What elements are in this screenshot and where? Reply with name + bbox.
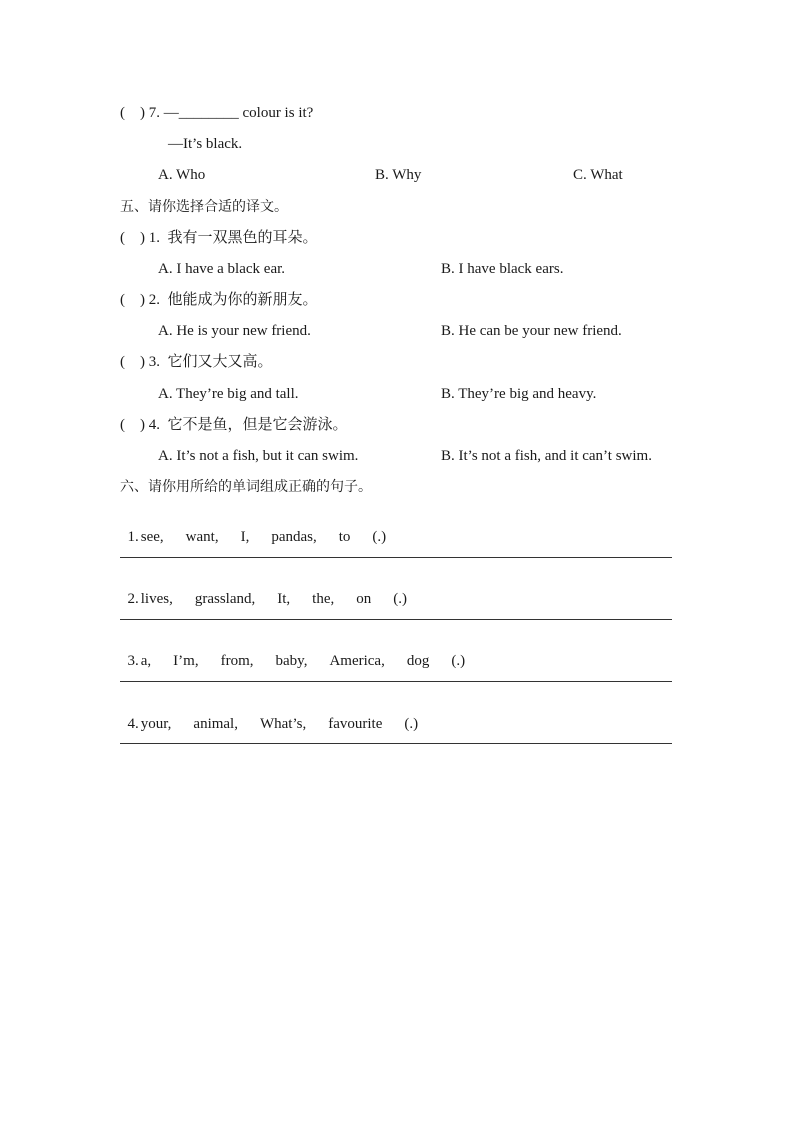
s6-item3-word: baby, <box>275 653 308 669</box>
s6-item4-answer-line[interactable] <box>120 743 672 744</box>
s6-item2-word: the, <box>312 591 335 607</box>
s6-item4-word: animal, <box>193 716 238 732</box>
s5-item4-option-a: A. It’s not a fish, but it can swim. <box>158 448 359 464</box>
s6-item2-word: grassland, <box>194 591 256 607</box>
s5-item3-stem: ( ) 3. 它们又大又高。 <box>120 354 273 370</box>
s6-item4-word: your, <box>140 716 172 732</box>
s6-item4-word: favourite <box>328 716 383 732</box>
s6-item3-word: from, <box>220 653 254 669</box>
s5-item1-option-a: A. I have a black ear. <box>158 261 286 277</box>
s6-item3-word: a, <box>140 653 152 669</box>
q7-option-b: B. Why <box>375 167 422 183</box>
s6-item1-word: I, <box>240 529 250 545</box>
s6-item2-number: 2. <box>127 591 139 607</box>
s6-item1-number: 1. <box>127 529 139 545</box>
s6-item2-answer-line[interactable] <box>120 619 672 620</box>
s5-item2-stem: ( ) 2. 他能成为你的新朋友。 <box>120 292 318 308</box>
s6-item3-word: (.) <box>451 653 466 669</box>
s6-item1-word: pandas, <box>271 529 317 545</box>
s6-item4 <box>120 697 440 733</box>
s6-item1-word: see, <box>140 529 164 545</box>
section6-title: 六、请你用所给的单词组成正确的句子。 <box>120 479 372 495</box>
s5-item3-option-a: A. They’re big and tall. <box>158 386 299 402</box>
s5-item4-option-b: B. It’s not a fish, and it can’t swim. <box>441 448 652 464</box>
s6-item1 <box>120 510 408 546</box>
s6-item4-number: 4. <box>127 716 139 732</box>
s6-item3 <box>120 634 487 670</box>
s6-item1-word: to <box>338 529 351 545</box>
s6-item2-word: on <box>356 591 372 607</box>
q7-option-c: C. What <box>573 167 623 183</box>
s6-item3-word: America, <box>329 653 385 669</box>
s6-item2-word: (.) <box>393 591 407 607</box>
s5-item3-option-b: B. They’re big and heavy. <box>441 386 597 402</box>
s5-item4-stem: ( ) 4. 它不是鱼，但是它会游泳。 <box>120 417 348 433</box>
s6-item2-word: lives, <box>140 591 173 607</box>
section5-title: 五、请你选择合适的译文。 <box>120 199 288 215</box>
s6-item4-word: What’s, <box>259 716 307 732</box>
s6-item2 <box>120 572 429 608</box>
s6-item1-answer-line[interactable] <box>120 557 672 558</box>
q7-stem: ( ) 7. —________ colour is it? <box>120 105 314 121</box>
q7-option-a: A. Who <box>158 167 206 183</box>
s5-item2-option-b: B. He can be your new friend. <box>441 323 622 339</box>
s6-item1-word: (.) <box>372 529 387 545</box>
s5-item1-option-b: B. I have black ears. <box>441 261 564 277</box>
s6-item4-word: (.) <box>404 716 419 732</box>
s6-item1-word: want, <box>185 529 219 545</box>
s5-item2-option-a: A. He is your new friend. <box>158 323 311 339</box>
s6-item3-word: dog <box>406 653 430 669</box>
s6-item2-word: It, <box>277 591 291 607</box>
s6-item3-number: 3. <box>127 653 139 669</box>
s5-item1-stem: ( ) 1. 我有一双黑色的耳朵。 <box>120 230 318 246</box>
s6-item3-answer-line[interactable] <box>120 681 672 682</box>
q7-answer: —It’s black. <box>168 136 243 152</box>
s6-item3-word: I’m, <box>173 653 199 669</box>
